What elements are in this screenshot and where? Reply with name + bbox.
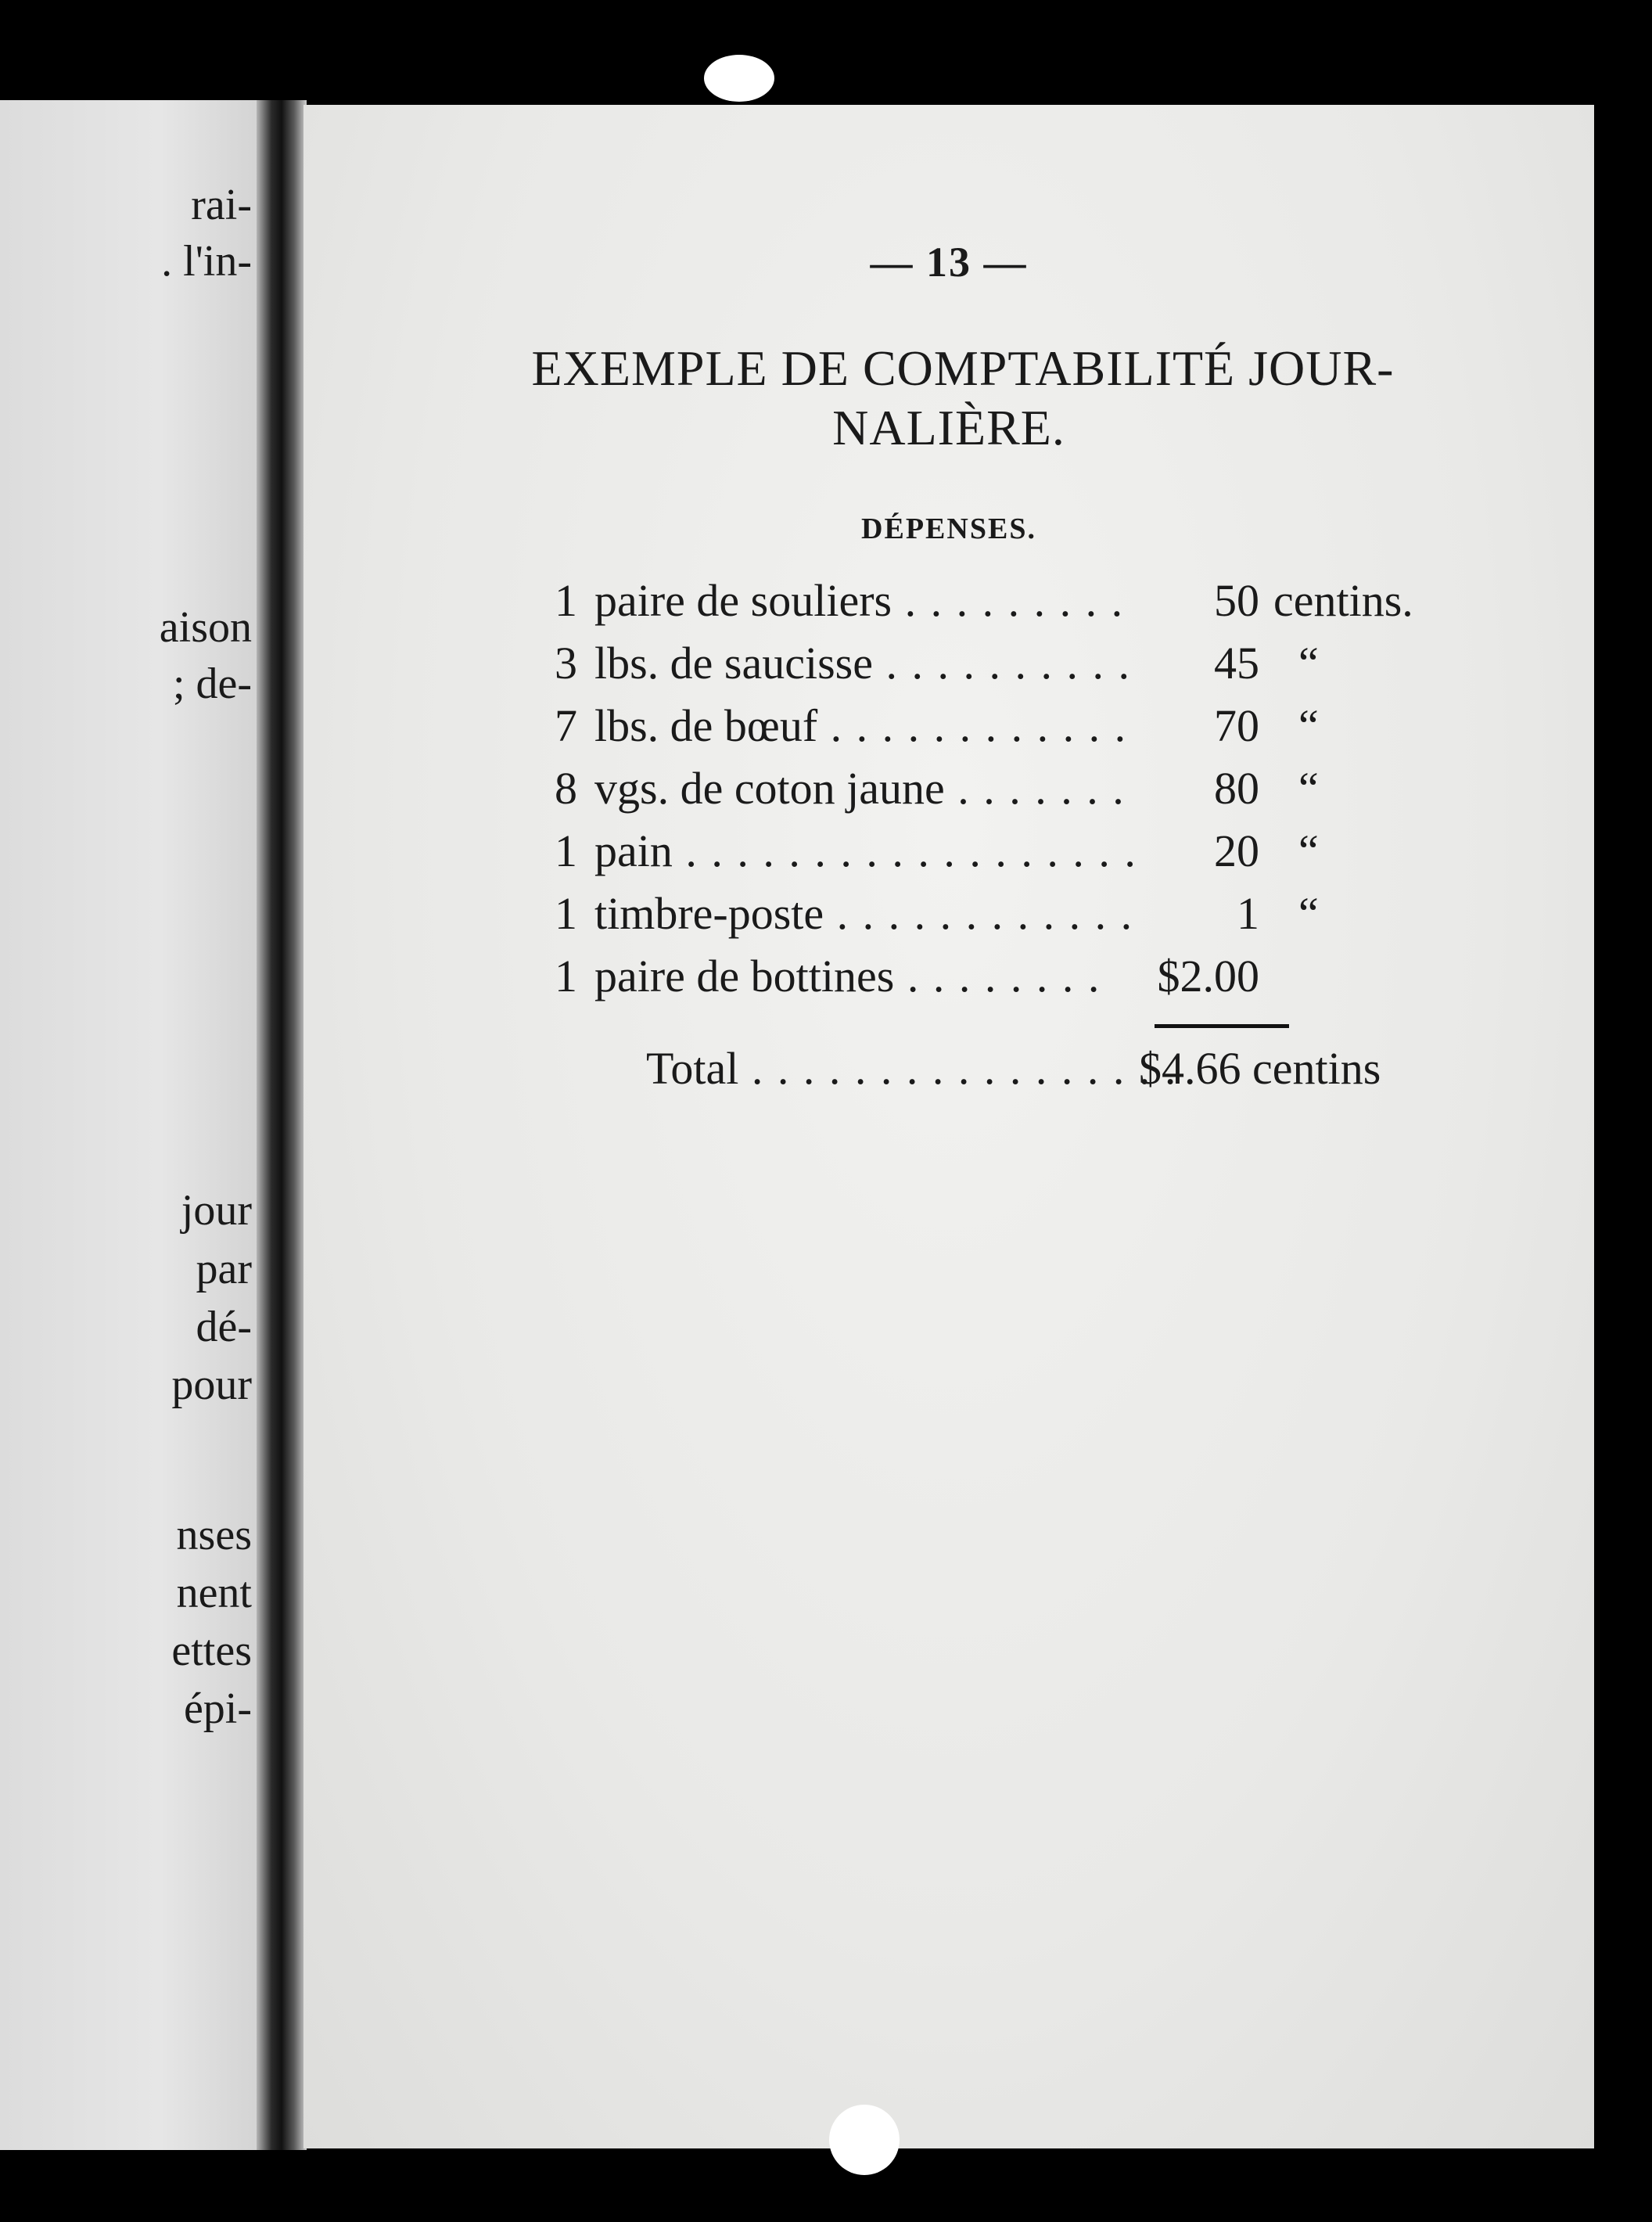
expense-item: vgs. de coton jaune . . . — [594, 762, 1134, 814]
expense-unit: centins. — [1273, 575, 1413, 626]
total-amount: $4.66 centins — [1139, 1043, 1381, 1094]
page-title-line-2: NALIÈRE. — [832, 400, 1065, 455]
expense-qty: 8 — [555, 763, 577, 814]
left-page-line: ; de- — [172, 660, 252, 708]
total-row — [303, 1042, 1594, 1105]
expense-amount: 20 — [1214, 825, 1259, 876]
expense-qty: 3 — [555, 638, 577, 689]
left-page-line: aison — [159, 603, 252, 652]
left-page-line: nent — [176, 1569, 252, 1617]
expense-item: paire de bottines . . . — [594, 950, 1111, 1002]
scan-speck — [704, 55, 774, 102]
expense-row — [303, 637, 1594, 699]
scan-speck — [829, 2105, 900, 2175]
page-title-line-1: EXEMPLE DE COMPTABILITÉ JOUR- — [531, 340, 1395, 396]
expense-row — [303, 825, 1594, 887]
expense-amount: $2.00 — [1157, 951, 1259, 1001]
expense-amount: 45 — [1214, 638, 1259, 689]
left-page-line: rai- — [191, 181, 252, 229]
left-page-line: par — [196, 1245, 252, 1293]
page — [303, 105, 1594, 2148]
left-page-line: dé- — [196, 1303, 252, 1351]
expense-qty: 1 — [555, 825, 577, 876]
expense-row — [303, 950, 1594, 1012]
expense-qty: 7 — [555, 700, 577, 751]
expense-item: pain . . . — [594, 825, 1134, 877]
expense-amount: 80 — [1214, 763, 1259, 814]
book-gutter — [257, 100, 307, 2150]
expense-qty: 1 — [555, 575, 577, 626]
expense-item: timbre-poste . . . — [594, 887, 1134, 940]
expense-item: lbs. de bœuf . . . — [594, 699, 1134, 752]
expense-unit: “ — [1298, 700, 1319, 751]
expense-amount: 50 — [1214, 575, 1259, 626]
expense-row — [303, 887, 1594, 950]
total-label: Total . . . — [646, 1042, 1178, 1095]
expense-unit: “ — [1298, 888, 1319, 939]
left-page-line: nses — [176, 1511, 252, 1559]
expense-amount: 1 — [1237, 888, 1259, 939]
expense-unit: “ — [1298, 825, 1319, 876]
page-number: — 13 — — [870, 239, 1028, 286]
expense-row — [303, 574, 1594, 637]
expense-unit: “ — [1298, 638, 1319, 689]
expense-item: lbs. de saucisse . . . — [594, 637, 1134, 689]
expense-qty: 1 — [555, 888, 577, 939]
previous-page-fragment — [0, 100, 266, 2150]
left-page-line: jour — [181, 1186, 252, 1235]
expense-amount: 70 — [1214, 700, 1259, 751]
left-page-line: . l'in- — [161, 237, 252, 286]
total-rule — [1155, 1024, 1289, 1028]
expense-item: paire de souliers . . . — [594, 574, 1134, 627]
expense-row — [303, 699, 1594, 762]
section-heading: DÉPENSES. — [861, 512, 1036, 545]
expense-unit: “ — [1298, 763, 1319, 814]
expense-qty: 1 — [555, 951, 577, 1001]
left-page-line: ettes — [171, 1627, 252, 1675]
left-page-line: épi- — [183, 1684, 252, 1733]
left-page-line: pour — [171, 1361, 252, 1409]
expense-row — [303, 762, 1594, 825]
